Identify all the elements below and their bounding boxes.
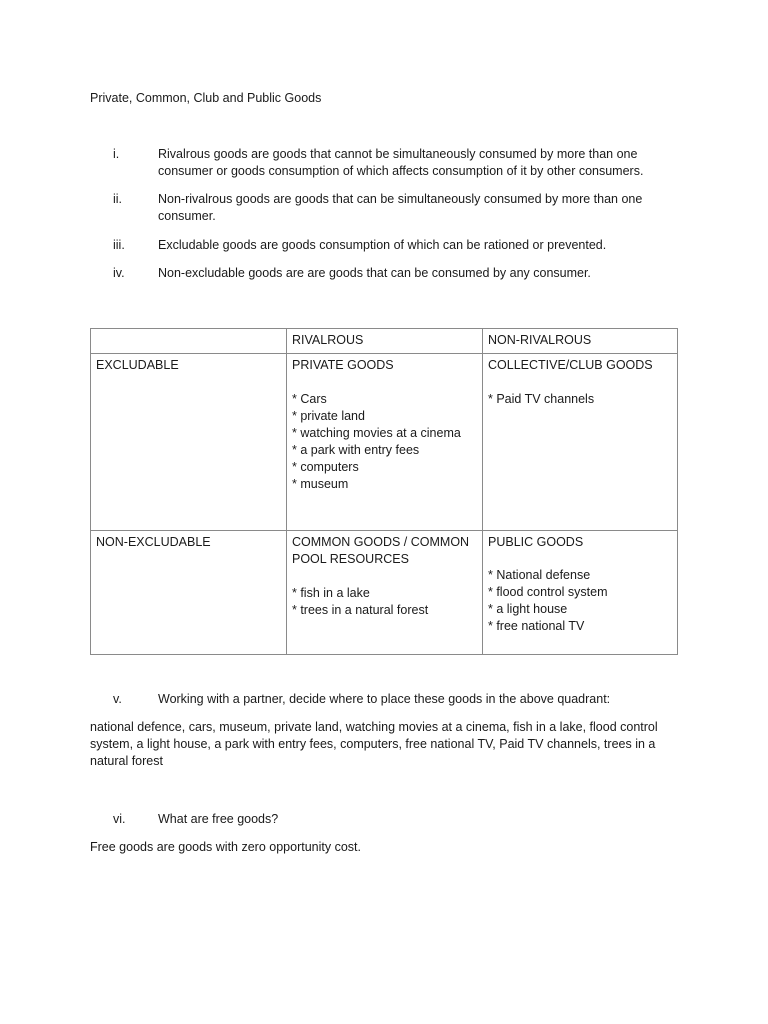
- example-item: * museum: [292, 477, 349, 492]
- row-label-excludable: EXCLUDABLE: [91, 354, 287, 531]
- question-text: What are free goods?: [158, 812, 279, 826]
- definition-text: Excludable goods are goods consumption of which can be rationed or prevented.: [158, 238, 607, 252]
- example-item: * flood control system: [488, 584, 608, 599]
- example-item: * trees in a natural forest: [292, 602, 429, 617]
- example-item: * National defense: [488, 567, 591, 582]
- cell-heading: PUBLIC GOODS: [488, 534, 584, 549]
- table-header-row: [91, 329, 678, 354]
- list-number: vi.: [113, 812, 126, 826]
- list-number: iii.: [113, 238, 125, 252]
- example-item: * fish in a lake: [292, 585, 370, 600]
- cell-common-goods: [287, 530, 483, 654]
- example-list: [292, 391, 477, 493]
- question-text: Working with a partner, decide where to place these goods in the above quadrant:: [158, 692, 611, 706]
- cell-club-goods: [483, 354, 678, 531]
- row-label-non-excludable: NON-EXCLUDABLE: [91, 530, 287, 654]
- example-item: * watching movies at a cinema: [292, 426, 461, 441]
- cell-heading: PRIVATE GOODS: [292, 358, 394, 373]
- cell-private-goods: [287, 354, 483, 531]
- column-header-non-rivalrous: NON-RIVALROUS: [483, 329, 678, 354]
- example-item: * private land: [292, 409, 365, 424]
- example-item: * Paid TV channels: [488, 392, 595, 407]
- example-item: * a park with entry fees: [292, 443, 420, 458]
- definition-text: Non-excludable goods are are goods that can be consumed by any consumer.: [158, 266, 591, 280]
- list-number: v.: [113, 692, 122, 706]
- column-header-rivalrous: RIVALROUS: [287, 329, 483, 354]
- definition-text: Rivalrous goods are goods that cannot be simultaneously consumed by more than one consumer or goods consumption of which affects consumption of it by other consumers.: [158, 147, 644, 178]
- table-row-non-excludable: [91, 530, 678, 654]
- example-list: [292, 585, 477, 619]
- goods-list-paragraph: national defence, cars, museum, private land, watching movies at a cinema, fish in a lake, flood control system, a light house, a park with entry fees, computers, free national TV, Paid TV channels, trees in a natural forest: [90, 720, 658, 768]
- example-item: * Cars: [292, 392, 327, 407]
- corner-cell: [91, 329, 287, 354]
- cell-heading: COMMON GOODS / COMMON POOL RESOURCES: [292, 534, 470, 566]
- example-list: [488, 567, 672, 635]
- list-number: iv.: [113, 266, 125, 280]
- example-list: [488, 391, 672, 408]
- list-number: ii.: [113, 192, 123, 206]
- cell-heading: COLLECTIVE/CLUB GOODS: [488, 358, 653, 373]
- example-item: * a light house: [488, 601, 568, 616]
- table-row-excludable: [91, 354, 678, 531]
- cell-public-goods: [483, 530, 678, 654]
- list-number: i.: [113, 147, 120, 161]
- document-title: Private, Common, Club and Public Goods: [90, 91, 322, 105]
- definition-text: Non-rivalrous goods are goods that can be simultaneously consumed by more than one consumer.: [158, 192, 643, 223]
- example-item: * free national TV: [488, 618, 585, 633]
- goods-quadrant-table: [90, 328, 678, 655]
- answer-paragraph: Free goods are goods with zero opportunity cost.: [90, 840, 361, 854]
- example-item: * computers: [292, 460, 359, 475]
